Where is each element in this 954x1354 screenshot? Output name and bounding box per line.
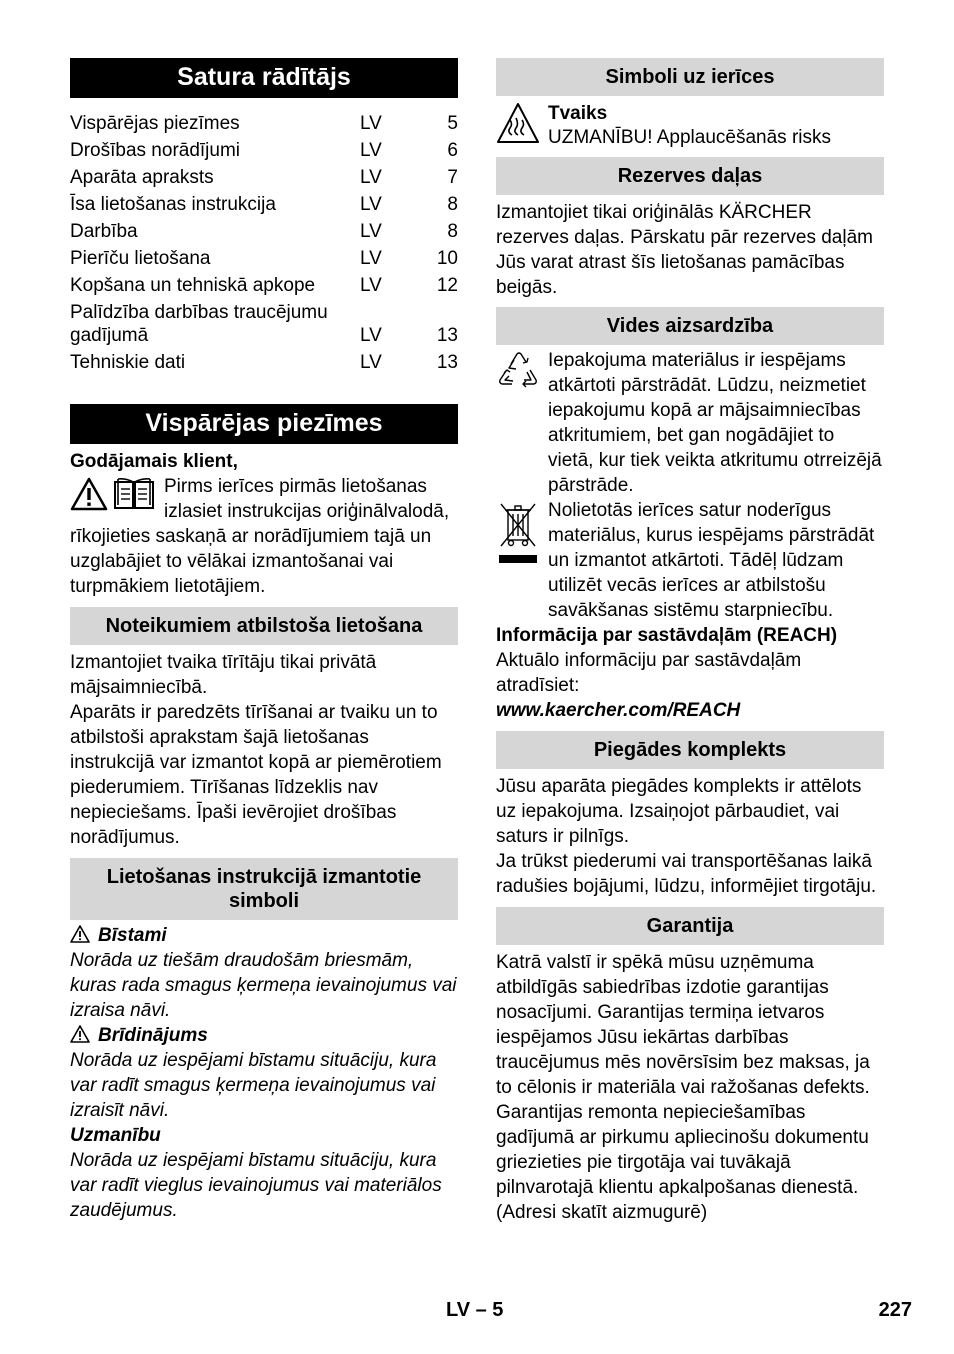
toc-entry-lang: LV	[360, 275, 382, 296]
toc-entry-lang: LV	[360, 167, 382, 188]
toc-entry-page: 13	[436, 325, 458, 346]
toc-entry-lang: LV	[360, 352, 382, 373]
right-column	[496, 58, 884, 1225]
toc-entry-title: Darbība	[70, 221, 138, 242]
intended-use-text-2: Aparāts ir paredzēts tīrīšanai ar tvaiku un to atbilstoši aprakstam šajā lietošanas instrukcijā var izmantot kopā ar piemērotiem piederumiem. Tīrīšanas līdzeklis nav nepieciešams. Īpaši ievērojiet drošības norādījumus.	[70, 702, 442, 848]
symbols-heading: Lietošanas instrukcijā izmantotie simboli	[70, 858, 458, 920]
reach-text: Aktuālo informāciju par sastāvdaļām atradīsiet:	[496, 650, 802, 696]
warning-triangle-icon	[70, 1025, 90, 1043]
steam-warning-icon	[496, 102, 540, 144]
toc-entry-lang: LV	[360, 221, 382, 242]
toc-entry-title: Drošības norādījumi	[70, 140, 241, 161]
toc-heading: Satura rādītājs	[70, 58, 458, 98]
toc-row[interactable]	[70, 245, 458, 272]
page-number: 227	[878, 1299, 912, 1321]
device-symbols-heading: Simboli uz ierīces	[496, 58, 884, 96]
toc-entry-page: 7	[447, 167, 458, 188]
steam-symbol-block	[496, 102, 884, 151]
warning-triangle-icon	[70, 925, 90, 943]
toc-row[interactable]	[70, 218, 458, 245]
toc-entry-lang: LV	[360, 248, 382, 269]
steam-label: Tvaiks	[548, 103, 608, 124]
toc-entry-title: Vispārējas piezīmes	[70, 113, 240, 134]
toc-row[interactable]	[70, 110, 458, 137]
reach-link[interactable]: www.kaercher.com/REACH	[496, 700, 741, 721]
toc-row[interactable]	[70, 137, 458, 164]
dear-customer-greeting: Godājamais klient,	[70, 451, 238, 472]
toc-entry-title: Palīdzība darbības traucējumu gadījumā	[70, 302, 328, 346]
recycle-icon	[496, 350, 540, 392]
danger-label: Bīstami	[98, 925, 167, 946]
toc-entry-page: 8	[447, 194, 458, 215]
steam-symbol-text	[548, 102, 884, 151]
intro-paragraph	[70, 474, 458, 599]
old-devices-block	[496, 498, 884, 623]
intro-text: Pirms ierīces pirmās lietošanas izlasiet instrukcijas oriģinālvalodā, rīkojieties saskaņā ar norādījumiem tajā un uzglabājiet to vēlākai izmantošanai vai turpmākiem lietotājiem.	[70, 476, 450, 597]
warning-triangle-icon	[70, 477, 108, 511]
weee-icon-cell	[496, 498, 542, 623]
toc-entry-page: 13	[436, 352, 458, 373]
general-notes-heading: Vispārējas piezīmes	[70, 404, 458, 444]
toc-row[interactable]	[70, 299, 458, 349]
toc-row[interactable]	[70, 191, 458, 218]
toc-entry-page: 12	[436, 275, 458, 296]
toc-entry-title: Aparāta apraksts	[70, 167, 214, 188]
toc-row[interactable]	[70, 272, 458, 299]
caution-text: Norāda uz iespējami bīstamu situāciju, kura var radīt vieglus ievainojumus vai materiālos zaudējumus.	[70, 1150, 442, 1221]
toc-entry-title: Kopšana un tehniskā apkope	[70, 275, 316, 296]
manual-book-icon	[112, 477, 156, 511]
danger-text: Norāda uz tiešām draudošām briesmām, kuras rada smagus ķermeņa ievainojumus vai izraisa nāvi.	[70, 950, 457, 1021]
steam-text: UZMANĪBU! Applaucēšanās risks	[548, 127, 831, 148]
warranty-heading: Garantija	[496, 907, 884, 945]
toc-entry-title: Pierīču lietošana	[70, 248, 211, 269]
crossed-bin-icon	[496, 500, 540, 566]
table-of-contents	[70, 110, 458, 376]
toc-entry-page: 5	[447, 113, 458, 134]
footer-section-label: LV – 5	[446, 1299, 504, 1321]
warning-heading	[70, 1023, 458, 1048]
warranty-text: Katrā valstī ir spēkā mūsu uzņēmuma atbildīgās sabiedrības izdotie garantijas nosacījumi. Garantijas termiņa ietvaros iespējamos Jūsu iekārtas darbības traucējumus mēs novērsīsim bez maksas, ja to cēlonis ir materiāla vai ražošanas defekts. Garantijas remonta nepieciešamības gadījumā ar pirkumu apliecinošu dokumentu griezieties pie tirgotāja vai tuvākajā pilnvarotajā klientu apkalpošanas dienestā. (Adresi skatīt aizmugurē)	[496, 952, 870, 1223]
toc-entry-lang: LV	[360, 140, 382, 161]
warning-label: Brīdinājums	[98, 1025, 208, 1046]
toc-entry-lang: LV	[360, 113, 382, 134]
reach-heading: Informācija par sastāvdaļām (REACH)	[496, 625, 838, 646]
intended-use-heading: Noteikumiem atbilstoša lietošana	[70, 607, 458, 645]
toc-entry-page: 8	[447, 221, 458, 242]
toc-row[interactable]	[70, 349, 458, 376]
toc-row[interactable]	[70, 164, 458, 191]
packaging-text: Iepakojuma materiālus ir iespējams atkārtoti pārstrādāt. Lūdzu, neizmetiet iepakojumu kopā ar mājsaimniecības atkritumiem, bet gan nogādājiet to vietā, kur tiek veikta atkritumu otrreizējā pārstrāde.	[548, 350, 882, 496]
toc-entry-title: Tehniskie dati	[70, 352, 186, 373]
steam-warning-icon-cell	[496, 102, 540, 151]
toc-entry-title: Īsa lietošanas instrukcija	[70, 194, 276, 215]
scope-text-1: Jūsu aparāta piegādes komplekts ir attēlots uz iepakojuma. Izsaiņojot pārbaudiet, vai saturs ir pilnīgs.	[496, 776, 862, 847]
toc-entry-lang: LV	[360, 325, 382, 346]
environment-heading: Vides aizsardzība	[496, 307, 884, 345]
old-devices-text: Nolietotās ierīces satur noderīgus materiālus, kurus iespējams pārstrādāt un izmantot atkārtoti. Tādēļ lūdzam utilizēt vecās ierīces ar atbilstošu savākšanas sistēmu starpniecību.	[548, 500, 875, 621]
caution-label: Uzmanību	[70, 1125, 161, 1146]
warning-text: Norāda uz iespējami bīstamu situāciju, kura var radīt smagus ķermeņa ievainojumus vai izraisīt nāvi.	[70, 1050, 437, 1121]
left-column	[70, 58, 458, 1223]
danger-heading	[70, 923, 458, 948]
scope-of-delivery-heading: Piegādes komplekts	[496, 731, 884, 769]
toc-entry-lang: LV	[360, 194, 382, 215]
toc-entry-page: 6	[447, 140, 458, 161]
recycle-icon-cell	[496, 348, 542, 498]
toc-entry-page: 10	[436, 248, 458, 269]
spare-parts-heading: Rezerves daļas	[496, 157, 884, 195]
scope-text-2: Ja trūkst piederumi vai transportēšanas laikā radušies bojājumi, lūdzu, informējiet tirgotāju.	[496, 851, 877, 897]
intro-icons	[70, 477, 156, 511]
packaging-recycle-block	[496, 348, 884, 498]
spare-parts-text: Izmantojiet tikai oriģinālās KÄRCHER rezerves daļas. Pārskatu pār rezerves daļām Jūs varat atrast šīs lietošanas pamācības beigās.	[496, 202, 873, 298]
intended-use-text-1: Izmantojiet tvaika tīrītāju tikai privātā mājsaimniecībā.	[70, 652, 377, 698]
